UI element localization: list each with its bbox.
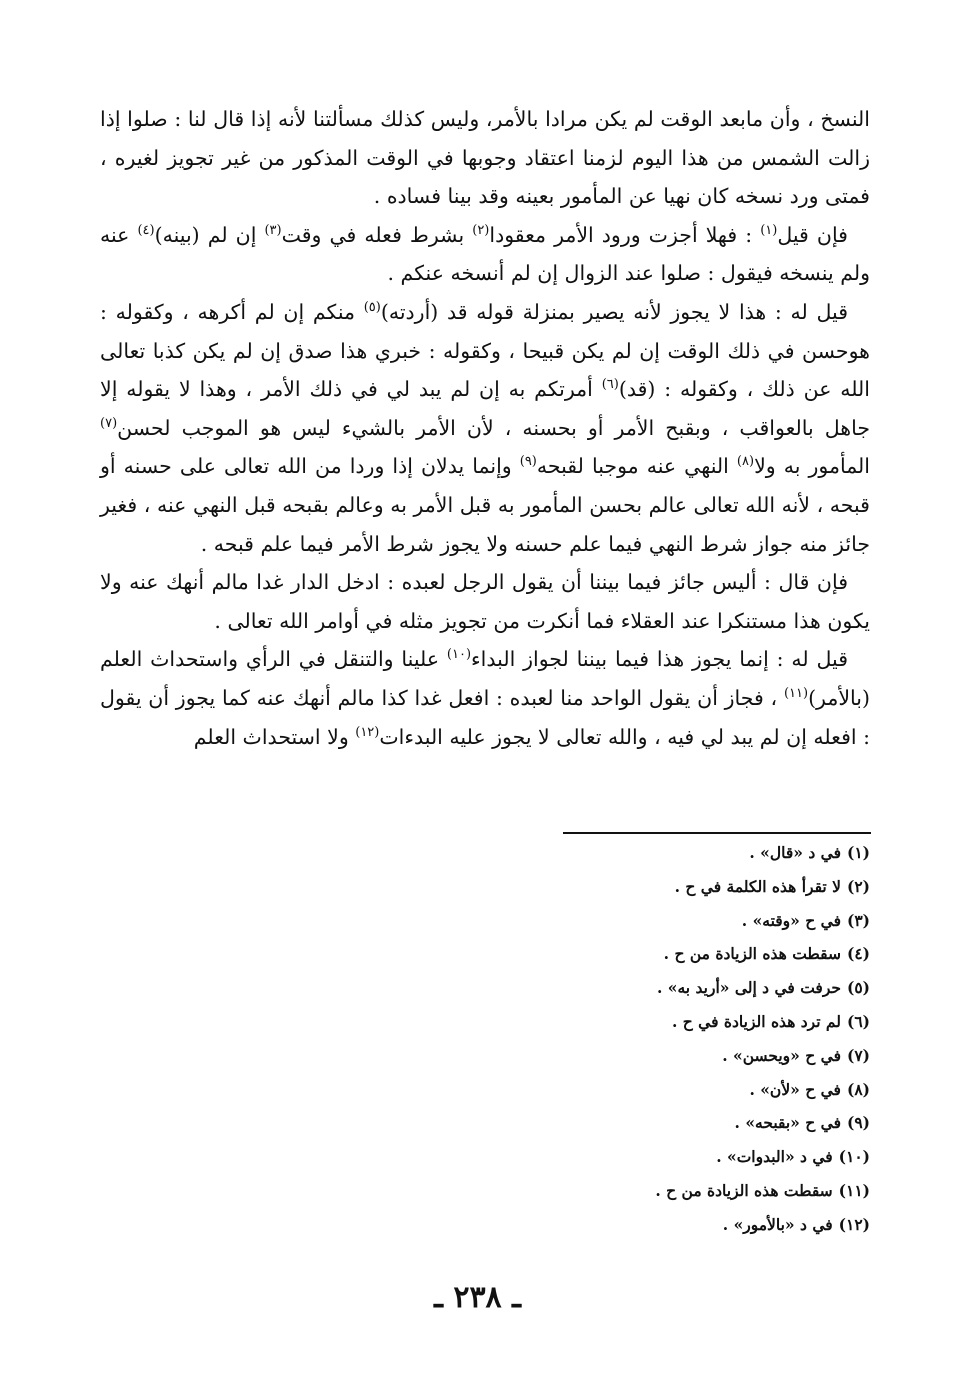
- footnote: [380, 1073, 870, 1107]
- footnote: [380, 1174, 870, 1208]
- footnote-text: في د «بالأمور» .: [722, 1214, 833, 1234]
- footnote-text: في د «البدوات» .: [716, 1147, 833, 1167]
- paragraph: النسخ ، وأن مابعد الوقت لم يكن مرادا بالأمر، وليس كذلك مسألتنا لأنه إذا قال لنا : صلوا إذا زالت الشمس من هذا اليوم لزمنا اعتقاد وجوبها في الوقت المذكور من غير تجويز لغيره ، فمتى ورد نسخه كان نهيا عن المأمور بعينه وقد بينا فساده .: [100, 107, 870, 209]
- footnote-number: (٩): [846, 1113, 870, 1133]
- footnote: [380, 971, 870, 1005]
- footnote-marker: (٥): [363, 300, 381, 316]
- footnote-marker: (٤): [137, 222, 155, 238]
- footnote-marker: (٨): [736, 454, 755, 470]
- footnote-text: في ح «وقته» .: [741, 910, 841, 930]
- footnote: [380, 1039, 870, 1073]
- footnote-number: (١): [846, 843, 870, 862]
- footnote-marker: (٦): [601, 377, 619, 393]
- footnote: [380, 1106, 870, 1140]
- footnote-text: في ح «لأن» .: [749, 1079, 841, 1099]
- footnote-marker: (٢): [472, 222, 490, 238]
- footnote-text: سقطت هذه الزيادة من ح .: [663, 944, 841, 964]
- footnote-text: لا تقرأ هذه الكلمة في ح .: [674, 876, 841, 896]
- footnote-text: في ح «بقبحه» .: [734, 1113, 841, 1133]
- footnote-marker: (١٠): [446, 647, 472, 663]
- footnote-text: حرفت في د إلى «أريد به» .: [657, 978, 841, 998]
- footnote: [380, 904, 870, 938]
- footnote-number: (٧): [846, 1045, 870, 1065]
- footnote-number: (٤): [846, 944, 870, 964]
- footnote-marker: (٩): [519, 454, 537, 470]
- footnote-text: في ح «ويحسن» .: [722, 1045, 841, 1065]
- page-number: ـ ٢٣٨ ـ: [434, 1280, 521, 1315]
- main-text: [100, 100, 870, 756]
- footnote-marker: (٧): [100, 415, 118, 431]
- paragraph: قيل له : هذا لا يجوز لأنه يصير بمنزلة قوله قد (أردته)$^{(٥)}$ منكم إن لم أكرهه ، وكقوله : هوحسن في ذلك الوقت إن لم يكن قبيحا ، وكقوله : خبري هذا صدق إن لم يكن كذبا تعالى الله عن ذلك ، وكقوله : (قد)$^{(٦)}$ أمرتكم به إن لم يبد لي في ذلك الأمر ، وهذا لا يقوله إلا جاهل بالعواقب ، وبقبح الأمر أو بحسنه ، لأن الأمر بالشيء ليس هو الموجب لحسن$^{(٧)}$ المأمور به ولا$^{(٨)}$ النهي عنه موجبا لقبحه$^{(٩)}$ وإنما يدلان إذا وردا من الله تعالى على حسنه أو قبحه ، لأنه الله تعالى عالم بحسن المأمور به قبل الأمر به وعالم بقبحه قبل النهي عنه ، فغير جائز منه جواز شرط النهي فيما علم حسنه ولا يجوز شرط الأمر فيما علم قبحه .: [100, 299, 870, 556]
- footnotes-list: [380, 836, 870, 1242]
- footnote: [380, 836, 870, 870]
- footnote-number: (١١): [838, 1180, 870, 1200]
- footnote-text: لم ترد هذه الزيادة في ح .: [671, 1011, 841, 1031]
- footnote-separator: [563, 832, 871, 834]
- footnote-marker: (١١): [783, 686, 809, 702]
- paragraph: فإن قيل$^{(١)}$ : فهلا أجزت ورود الأمر معقودا$^{(٢)}$ بشرط فعله في وقت$^{(٣)}$ إن لم (بينه)$^{(٤)}$ عنه ولم ينسخه فيقول : صلوا عند الزوال إن لم أنسخه عنكم .: [100, 222, 870, 286]
- footnote-marker: (٣): [264, 222, 282, 238]
- footnote-marker: (١٢): [355, 724, 380, 740]
- footnote: [380, 870, 870, 904]
- footnote-text: في د «قال» .: [749, 843, 841, 862]
- footnote-number: (١٢): [838, 1214, 870, 1234]
- footnote: [380, 937, 870, 971]
- paragraph: قيل له : إنما يجوز هذا فيما بيننا لجواز البداء$^{(١٠)}$ علينا والتنقل في الرأي واستحداث العلم (بالأمر)$^{(١١)}$ ، فجاز أن يقول الواحد منا لعبده : افعل غدا كذا مالم أنهك عنه كما يجوز أن يقول : افعله إن لم يبد لي فيه ، والله تعالى لا يجوز عليه البدءات$^{(١٢)}$ ولا استحداث العلم: [100, 647, 870, 749]
- paragraph: فإن قال : أليس جائز فيما بيننا أن يقول الرجل لعبده : ادخل الدار غدا مالم أنهك عنه ولا يكون هذا مستنكرا عند العقلاء فما أنكرت من تجويز مثله في أوامر الله تعالى .: [100, 570, 870, 633]
- footnote-number: (٦): [846, 1011, 870, 1031]
- footnote: [380, 1005, 870, 1039]
- footnote-number: (٨): [846, 1079, 870, 1099]
- footnote-number: (٣): [846, 910, 870, 930]
- footnote-marker: (١): [760, 222, 778, 238]
- footnote: [380, 1140, 870, 1174]
- footnote-number: (٥): [846, 978, 870, 998]
- footnote: [380, 1208, 870, 1242]
- footnote-number: (١٠): [838, 1147, 870, 1167]
- footnote-text: سقطت هذه الزيادة من ح .: [655, 1180, 833, 1200]
- footnote-number: (٢): [846, 876, 870, 896]
